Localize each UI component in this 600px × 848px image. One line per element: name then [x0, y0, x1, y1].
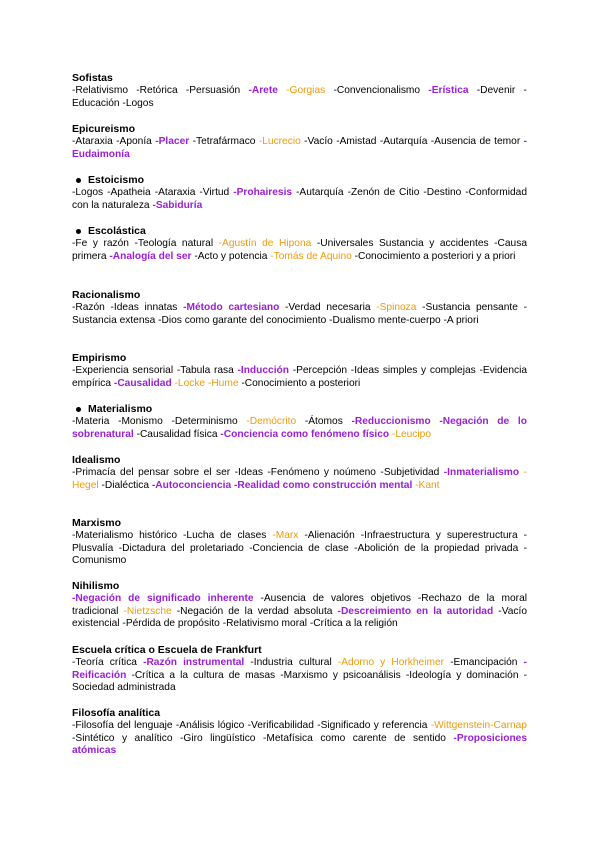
keyword: -Tetrafármaco: [192, 136, 256, 147]
key-concept: -Erística: [428, 85, 469, 96]
keyword: -Monismo: [118, 416, 163, 427]
keyword: -Sustancia pensante: [422, 302, 518, 313]
keyword: -Relativismo moral: [222, 618, 308, 630]
section-body: [72, 187, 527, 212]
keyword: -Crítica a la religión: [309, 618, 398, 630]
keyword: -Conformidad con la naturaleza: [72, 187, 527, 211]
keyword: -Autarquía: [379, 136, 428, 147]
author-name: -Hegel: [72, 467, 527, 491]
section-escuela-critica: [72, 644, 527, 695]
section-title: Marxismo: [72, 517, 122, 529]
key-concept: -Placer: [155, 136, 190, 147]
keyword: -Virtud: [199, 187, 230, 198]
section-title: Racionalismo: [72, 289, 141, 301]
keyword: -Tabula rasa: [176, 365, 234, 376]
author-name: -Kant: [415, 479, 440, 491]
keyword: -Persuasión: [185, 85, 241, 96]
keyword: -Ataraxia: [154, 187, 196, 198]
keyword: -Giro lingüístico: [180, 732, 256, 744]
keyword: -Infraestructura y superestructura: [360, 530, 518, 541]
section-body: [72, 530, 527, 568]
keyword: -Dios como garante del conocimiento: [158, 314, 327, 326]
key-concept: -Autoconciencia: [151, 479, 232, 491]
keyword: -Filosofía del lenguaje: [72, 720, 173, 731]
key-concept: -Realidad como construcción mental: [233, 479, 413, 491]
keyword: -Ideas simples y complejas: [350, 365, 476, 376]
keyword: -Percepción: [292, 365, 348, 376]
keyword: -Abolición de la propiedad privada: [354, 542, 519, 554]
keyword: -Marxismo y psicoanálisis: [280, 669, 401, 681]
key-concept: -Negación de lo sobrenatural: [72, 416, 527, 440]
section-sofistas: [72, 72, 527, 110]
key-concept: -Prohairesis: [233, 187, 293, 198]
section-body: [72, 85, 527, 110]
key-concept: -Reduccionismo: [351, 416, 431, 427]
keyword: -Negación de la verdad absoluta: [176, 605, 333, 617]
keyword: -Materialismo histórico: [72, 530, 178, 541]
keyword: -Razón: [72, 302, 105, 313]
section-body: [72, 593, 527, 631]
keyword: -Fe y razón: [72, 238, 129, 249]
keyword: -Convencionalismo: [333, 85, 421, 96]
keyword: -Ideas: [234, 467, 263, 478]
keyword: -Teología natural: [134, 238, 214, 249]
author-name: -Wittgenstein-Carnap: [430, 720, 527, 731]
key-concept: -Inducción: [237, 365, 289, 376]
section-title: Epicureismo: [72, 123, 136, 135]
section-materialismo: [72, 403, 527, 441]
keyword: -Zenón de Citio: [347, 187, 420, 198]
author-name: -Adorno y Horkheimer: [337, 657, 444, 668]
author-name: -Spinoza: [376, 302, 417, 313]
key-concept: -Analogía del ser: [109, 250, 192, 262]
keyword: -Primacía del pensar sobre el ser: [72, 467, 231, 478]
keyword: -Universales Sustancia y accidentes: [316, 238, 489, 249]
author-name: -Demócrito: [246, 416, 297, 427]
section-escolastica: [72, 225, 527, 263]
keyword: -Crítica a la cultura de masas: [131, 669, 276, 681]
keyword: -Retórica: [136, 85, 178, 96]
keyword: -Análisis lógico: [175, 720, 245, 731]
keyword: -Conciencia de clase: [249, 542, 349, 554]
author-name: -Agustín de Hipona: [218, 238, 312, 249]
keyword: -Metafísica como carente de sentido: [263, 732, 446, 744]
key-concept: -Causalidad: [113, 377, 172, 389]
keyword: -Acto y potencia: [194, 250, 268, 262]
author-name: -Gorgias: [286, 85, 326, 96]
keyword: -Verdad necesaria: [285, 302, 371, 313]
keyword: -Pérdida de propósito: [122, 618, 220, 630]
section-epicureismo: [72, 123, 527, 161]
key-concept: -Negación de significado inherente: [72, 593, 254, 604]
keyword: -Subjetividad: [380, 467, 440, 478]
keyword: -Átomos: [304, 416, 343, 427]
keyword: -Educación: [72, 85, 527, 109]
section-racionalismo: [72, 289, 527, 327]
section-body: [72, 238, 527, 263]
author-name: -Locke: [174, 377, 206, 389]
keyword: -Logos: [72, 187, 104, 198]
keyword: -Sustancia extensa: [72, 302, 527, 326]
keyword: -Ideología y dominación: [405, 669, 519, 681]
keyword: -Alienación: [304, 530, 355, 541]
keyword: -Sociedad administrada: [72, 669, 527, 694]
section-title: Empirismo: [72, 352, 127, 364]
keyword: -Destino: [423, 187, 462, 198]
keyword: -Causalidad física: [136, 428, 218, 440]
section-body: [72, 720, 527, 758]
author-name: -Hume: [207, 377, 239, 389]
keyword: -Aponía: [116, 136, 152, 147]
keyword: -Industria cultural: [250, 657, 332, 668]
key-concept: -Razón instrumental: [143, 657, 245, 668]
keyword: -Dialéctica: [101, 479, 150, 491]
keyword: -Teoría crítica: [72, 657, 137, 668]
keyword: -Relativismo: [72, 85, 129, 96]
section-title: Escuela crítica o Escuela de Frankfurt: [72, 644, 262, 656]
keyword: -Ataraxia: [72, 136, 113, 147]
section-body: [72, 416, 527, 441]
section-nihilismo: [72, 580, 527, 631]
key-concept: -Descreimiento en la autoridad: [337, 605, 494, 617]
section-filosofia-analitica: [72, 707, 527, 758]
section-title: Nihilismo: [72, 580, 120, 592]
keyword: -Amistad: [336, 136, 377, 147]
keyword: -Comunismo: [72, 542, 527, 567]
key-concept: -Conciencia como fenómeno físico: [220, 428, 390, 440]
author-name: -Leucipo: [391, 428, 432, 440]
keyword: -Verificabilidad: [247, 720, 314, 731]
keyword: -Apatheia: [107, 187, 151, 198]
keyword: -Materia: [72, 416, 110, 427]
keyword: -Conocimiento a posteriori: [241, 377, 361, 389]
keyword: -Ausencia de valores objetivos: [260, 593, 411, 604]
key-concept: -Inmaterialismo: [443, 467, 520, 478]
section-body: [72, 136, 527, 161]
keyword: -Experiencia sensorial: [72, 365, 174, 376]
keyword: -Dictadura del proletariado: [118, 542, 244, 554]
section-estoicismo: [72, 174, 527, 212]
key-concept: -Eudaimonía: [72, 136, 528, 160]
section-marxismo: [72, 517, 527, 568]
keyword: -Rechazo de la moral tradicional: [72, 593, 527, 617]
keyword: -Devenir: [476, 85, 516, 96]
keyword: -Ideas innatas: [110, 302, 178, 313]
section-idealismo: [72, 454, 527, 492]
keyword: -Fenómeno y noúmeno: [267, 467, 376, 478]
keyword: -Significado y referencia: [317, 720, 428, 731]
author-name: -Nietzsche: [123, 605, 172, 617]
section-title: Materialismo: [72, 403, 527, 416]
keyword: -Evidencia empírica: [72, 365, 528, 389]
keyword: -Conocimiento a posteriori y a priori: [354, 250, 516, 262]
keyword: -Emancipación: [450, 657, 518, 668]
keyword: -Dualismo mente-cuerpo: [329, 314, 441, 326]
keyword: -Logos: [122, 97, 154, 109]
section-title: Escolástica: [72, 225, 527, 238]
section-body: [72, 467, 527, 492]
section-title: Sofistas: [72, 72, 113, 84]
keyword: -Autarquía: [296, 187, 344, 198]
section-body: [72, 657, 527, 695]
section-title: Estoicismo: [72, 174, 527, 187]
keyword: -Determinismo: [171, 416, 238, 427]
section-body: [72, 302, 527, 327]
keyword: -Ausencia de temor: [430, 136, 521, 147]
keyword: -Plusvalía: [72, 530, 527, 554]
author-name: -Tomás de Aquino: [270, 250, 352, 262]
key-concept: -Sabiduría: [152, 199, 203, 211]
keyword: -Vacío: [304, 136, 333, 147]
keyword: -Causa primera: [72, 238, 527, 262]
key-concept: -Reificación: [72, 657, 527, 681]
keyword: -Vacío existencial: [72, 605, 527, 630]
section-empirismo: [72, 352, 527, 390]
keyword: -Sintético y analítico: [72, 732, 173, 744]
key-concept: -Proposiciones atómicas: [72, 732, 528, 757]
author-name: -Lucrecio: [258, 136, 301, 147]
section-title: Filosofía analítica: [72, 707, 161, 719]
section-body: [72, 365, 527, 390]
keyword: -Lucha de clases: [183, 530, 267, 541]
keyword: -A priori: [443, 314, 479, 326]
key-concept: -Arete: [248, 85, 278, 96]
key-concept: -Método cartesiano: [183, 302, 280, 313]
author-name: -Marx: [272, 530, 299, 541]
section-title: Idealismo: [72, 454, 121, 466]
